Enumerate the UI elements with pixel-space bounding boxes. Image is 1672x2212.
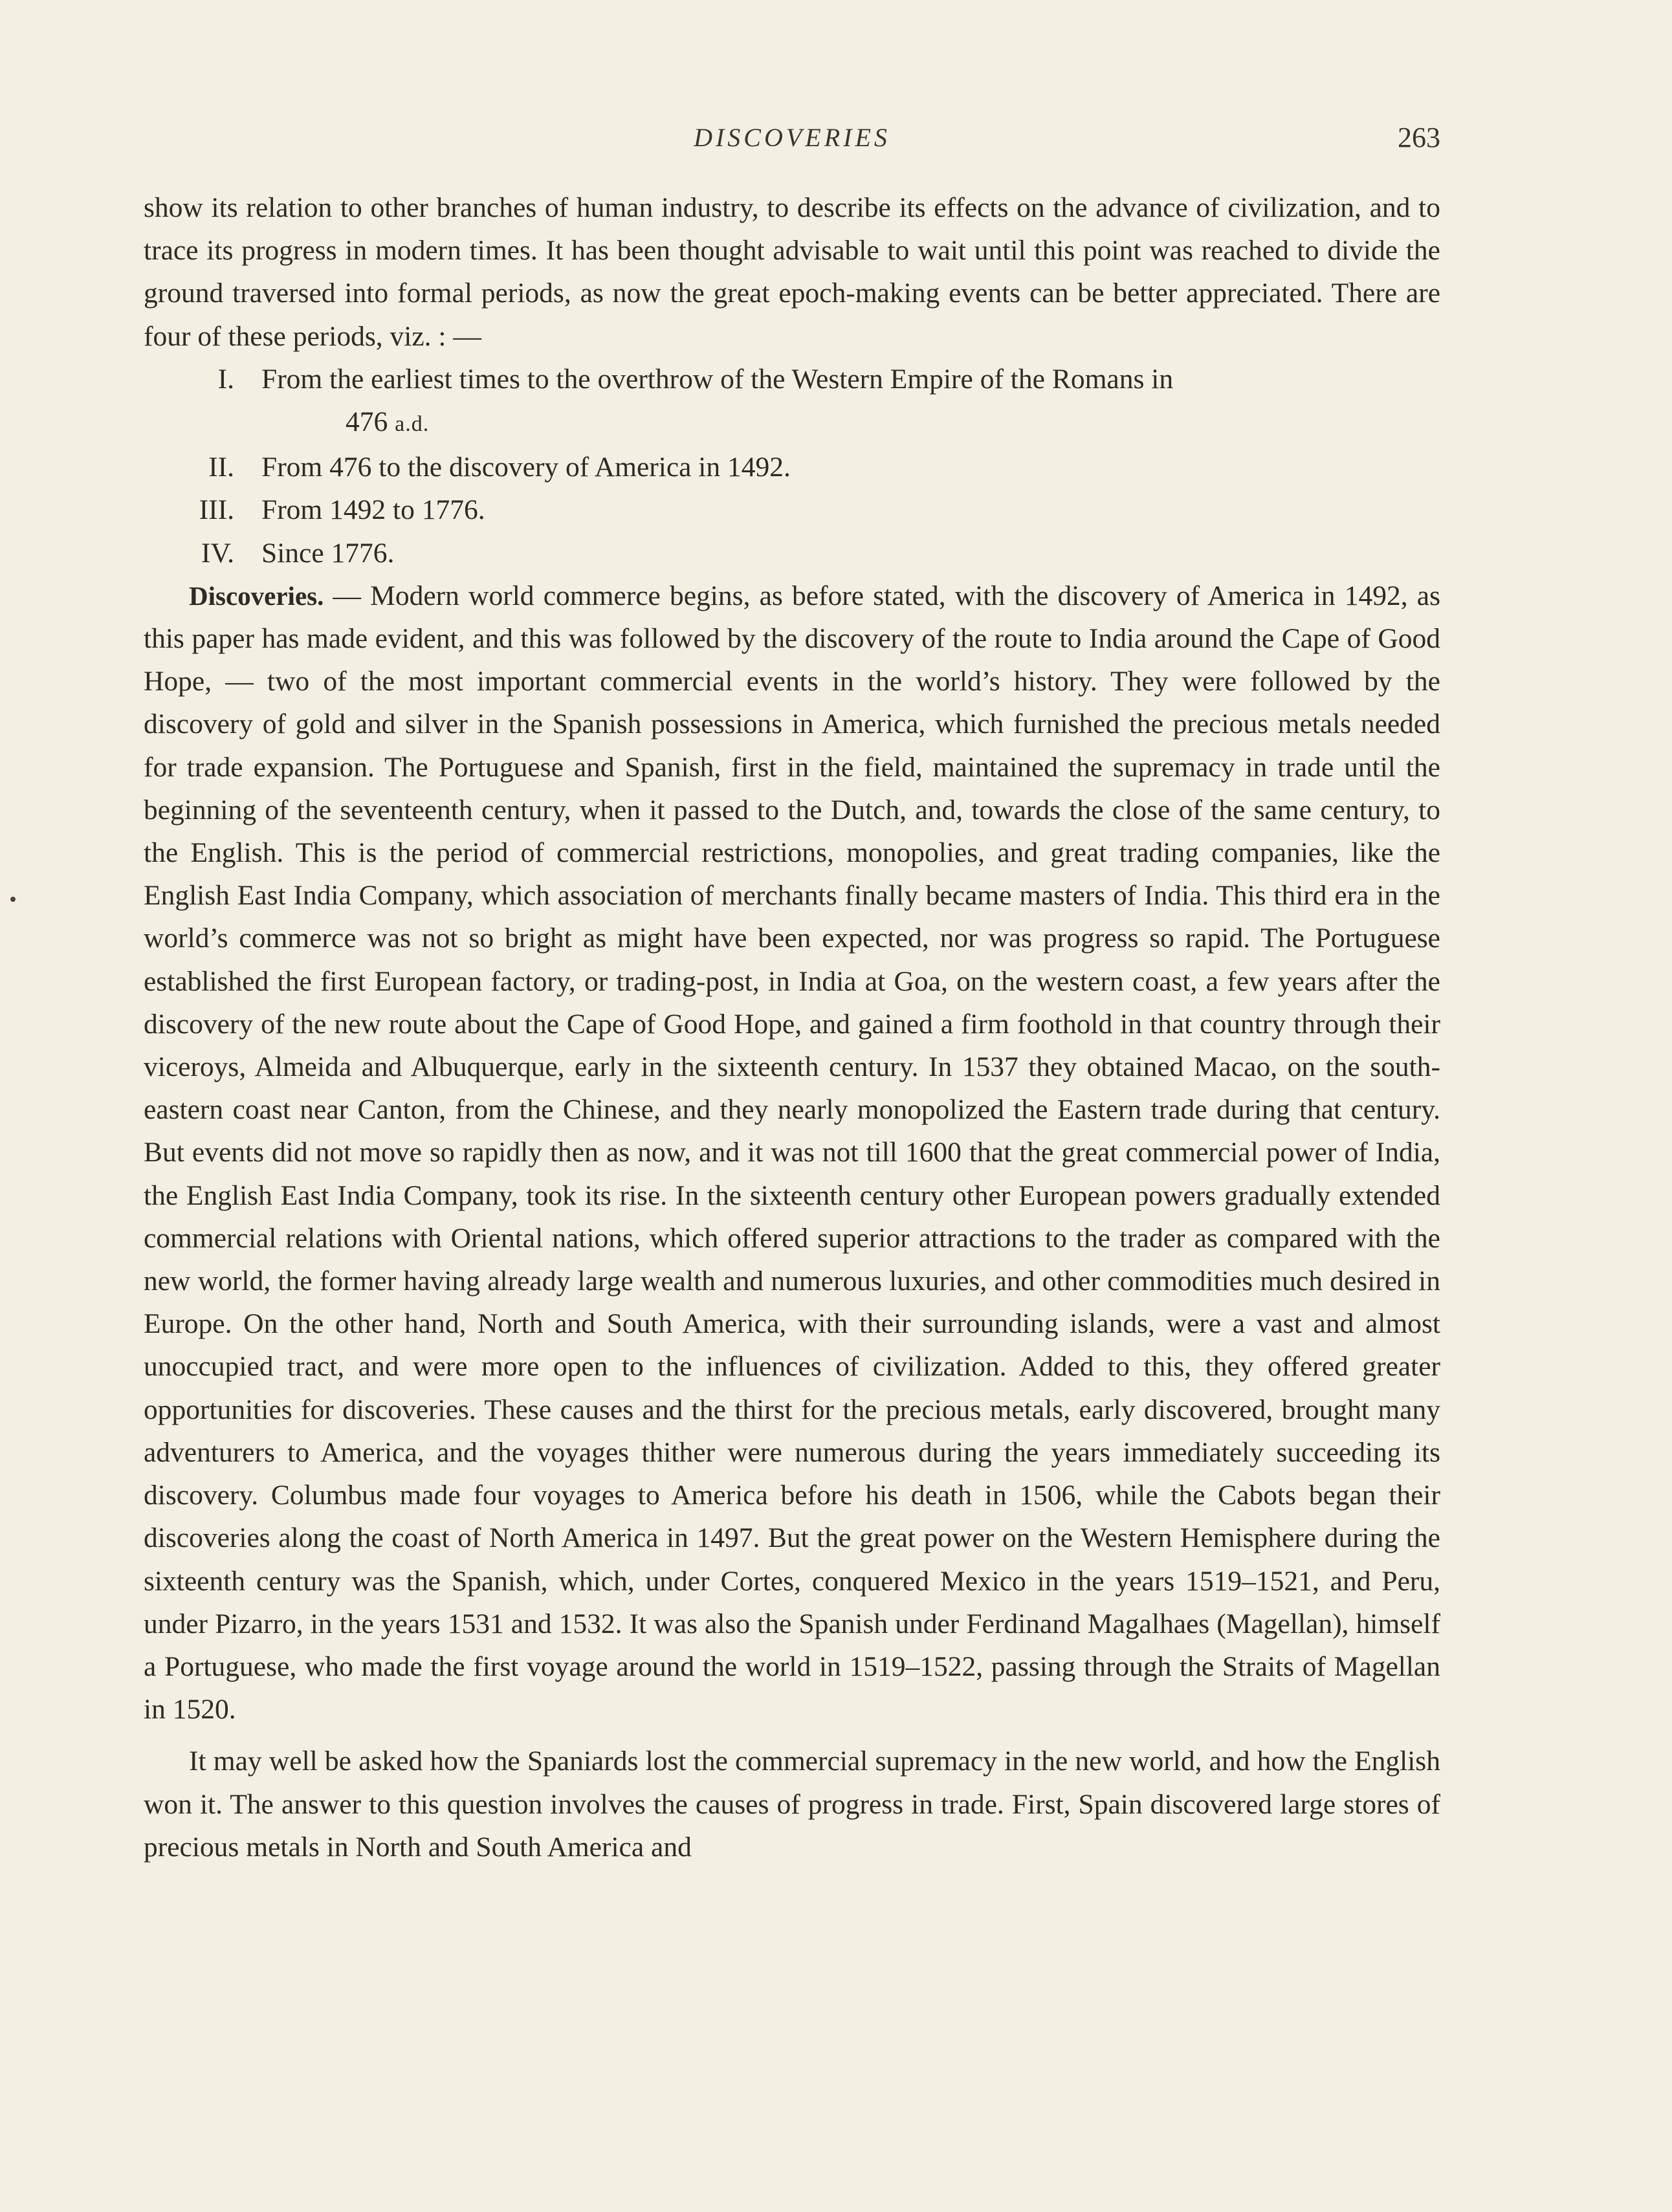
period-text: From 1492 to 1776. <box>261 494 485 526</box>
discoveries-paragraph <box>144 575 1440 1731</box>
discoveries-text: — Modern world commerce begins, as before stated, with the discovery of America in 1492, as this paper has made evident, and this was followed by the discovery of the route to India around the Cape of Good Hope, — two of the most important commercial events in the world’s history. They were followed by the discovery of gold and silver in the Spanish possessions in America, which furnished the precious metals needed for trade expansion. The Portuguese and Spanish, first in the field, maintained the supremacy in trade until the beginning of the seventeenth century, when it passed to the Dutch, and, towards the close of the same century, to the English. This is the period of commercial restrictions, monopolies, and great trading companies, like the English East India Company, which association of merchants finally became masters of India. This third era in the world’s commerce was not so bright as might have been expected, nor was progress so rapid. The Portuguese established the first European factory, or trading-post, in India at Goa, on the western coast, a few years after the discovery of the new route about the Cape of Good Hope, and gained a firm foothold in that country through their viceroys, Almeida and Albuquerque, early in the sixteenth century. In 1537 they obtained Macao, on the south-eastern coast near Canton, from the Chinese, and they nearly monopolized the Eastern trade during that century. But events did not move so rapidly then as now, and it was not till 1600 that the great commercial power of India, the English East India Company, took its rise. In the sixteenth century other European powers gradually extended commercial relations with Oriental nations, which offered superior attractions to the trader as compared with the new world, the former having already large wealth and numerous luxuries, and other commodities much desired in Europe. On the other hand, North and South America, with their surrounding islands, were a vast and almost unoccupied tract, and were more open to the influences of civilization. Added to this, they offered greater opportunities for discoveries. These causes and the thirst for the precious metals, early discovered, brought many adventurers to America, and the voyages thither were numerous during the years immediately succeeding its discovery. Columbus made four voyages to America before his death in 1506, while the Cabots began their discoveries along the coast of North America in 1497. But the great power on the Western Hemisphere during the sixteenth century was the Spanish, which, under Cortes, conquered Mexico in the years 1519–1521, and Peru, under Pizarro, in the years 1531 and 1532. It was also the Spanish under Ferdinand Magalhaes (Magellan), himself a Portuguese, who made the first voyage around the world in 1519–1522, passing through the Straits of Magellan in 1520. <box>144 580 1440 1725</box>
intro-paragraph: show its relation to other branches of human industry, to describe its effects on the advance of civilization, and to trace its progress in modern times. It has been thought advisable to wait until this point was reached to divide the ground traversed into formal periods, as now the great epoch-making events can be better appreciated. There are four of these periods, viz. : — <box>144 192 1440 352</box>
period-numeral: I. <box>217 363 234 395</box>
periods-list <box>144 358 1440 575</box>
period-item <box>144 446 1440 488</box>
period-text: From the earliest times to the overthrow of the Western Empire of the Romans in <box>261 363 1174 395</box>
final-paragraph: It may well be asked how the Spaniards lost the commercial supremacy in the new world, and how the English won it. The answer to this question involves the causes of progress in trade. First, Spain discovered large stores of precious metals in North and South America and <box>144 1746 1440 1863</box>
body-text <box>144 186 1440 1868</box>
running-title: DISCOVERIES <box>694 123 890 152</box>
margin-mark <box>10 897 16 902</box>
period-text: From 476 to the discovery of America in 1492. <box>261 452 791 483</box>
page-number: 263 <box>1398 122 1440 153</box>
period-item <box>144 532 1440 575</box>
period-numeral: IV. <box>201 537 234 569</box>
period-numeral: III. <box>199 494 234 526</box>
section-heading: Discoveries. <box>189 580 324 611</box>
running-head <box>144 115 1440 160</box>
period-text: Since 1776. <box>261 537 395 569</box>
period-numeral: II. <box>208 452 234 483</box>
period-continuation <box>261 400 1440 446</box>
period-item <box>144 358 1440 446</box>
period-year: 476 <box>346 406 388 438</box>
period-era: a.d. <box>395 412 430 437</box>
period-item <box>144 488 1440 531</box>
